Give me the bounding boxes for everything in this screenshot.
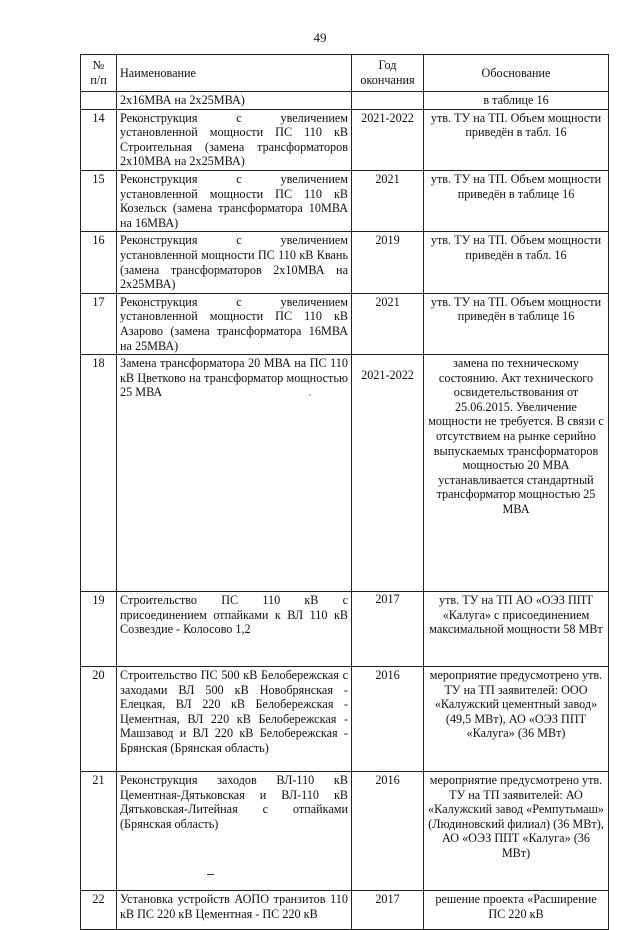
cell-year (352, 92, 424, 110)
cell-year: 2021-2022 (352, 355, 424, 592)
data-table (80, 54, 609, 930)
cell-no: 21 (81, 772, 117, 891)
cell-year: 2021 (352, 293, 424, 354)
cell-no: 19 (81, 592, 117, 667)
cell-basis: утв. ТУ на ТП АО «ОЭЗ ППТ «Калуга» с присоединением максимальной мощности 58 МВт (424, 592, 609, 667)
cell-no: 16 (81, 232, 117, 293)
cell-no: 20 (81, 667, 117, 772)
cell-year: 2016 (352, 772, 424, 891)
table-row (81, 891, 609, 930)
scan-artifact-dash (207, 874, 214, 875)
cell-basis: в таблице 16 (424, 92, 609, 110)
cell-year: 2016 (352, 667, 424, 772)
cell-basis: мероприятие предусмотрено утв. ТУ на ТП заявителей: ООО «Калужский цементный завод» (49,5 МВт), АО «ОЭЗ ППТ «Калуга» (36 МВт) (424, 667, 609, 772)
table-row (81, 667, 609, 772)
cell-no: 22 (81, 891, 117, 930)
cell-name: Реконструкция с увеличением установленной мощности ПС 110 кВ Квань (замена трансформаторов 2x10МВА на 2x25МВА) (117, 232, 352, 293)
table-row (81, 109, 609, 170)
header-year: Год окончания (352, 55, 424, 92)
cell-year: 2021-2022 (352, 109, 424, 170)
cell-name: Реконструкция заходов ВЛ-110 кВ Цементная-Дятьковская и ВЛ-110 кВ Дятьковская-Литейная с отпайками (Брянская область) (117, 772, 352, 891)
cell-name: Установка устройств АОПО транзитов 110 кВ ПС 220 кВ Цементная - ПС 220 кВ (117, 891, 352, 930)
table-header-row (81, 55, 609, 92)
cell-name: Строительство ПС 110 кВ с присоединением отпайками к ВЛ 110 кВ Созвездие - Колосово 1,2 (117, 592, 352, 667)
table-row (81, 232, 609, 293)
cell-year: 2021 (352, 170, 424, 231)
table-row (81, 293, 609, 354)
table-row (81, 355, 609, 592)
cell-year: 2017 (352, 891, 424, 930)
table-row (81, 772, 609, 891)
header-basis: Обоснование (424, 55, 609, 92)
cell-name: Реконструкция с увеличением установленной мощности ПС 110 кВ Козельск (замена трансформатора 10МВА на 16МВА) (117, 170, 352, 231)
cell-name: Реконструкция с увеличением установленной мощности ПС 110 кВ Строительная (замена трансформаторов 2x10МВА на 2x25МВА) (117, 109, 352, 170)
table-row (81, 592, 609, 667)
cell-no: 18 (81, 355, 117, 592)
cell-name: 2x16МВА на 2x25МВА) (117, 92, 352, 110)
cell-name: Строительство ПС 500 кВ Белобережская с заходами ВЛ 500 кВ Новобрянская - Елецкая, ВЛ 220 кВ Белобережская - Цементная, ВЛ 220 кВ Белобережская - Машзавод и ВЛ 220 кВ Белобережская - Брянская (Брянская область) (117, 667, 352, 772)
cell-no: 17 (81, 293, 117, 354)
cell-no (81, 92, 117, 110)
scan-artifact-dot: , (309, 388, 311, 397)
cell-basis: утв. ТУ на ТП. Объем мощности приведён в таблице 16 (424, 293, 609, 354)
cell-basis: решение проекта «Расширение ПС 220 кВ (424, 891, 609, 930)
table-row (81, 170, 609, 231)
cell-name: Замена трансформатора 20 МВА на ПС 110 кВ Цветково на трансформатор мощностью 25 МВА (117, 355, 352, 592)
cell-basis: мероприятие предусмотрено утв. ТУ на ТП заявителей: АО «Калужский завод «Ремпутьмаш» (Людиновский филиал) (36 МВт), АО «ОЭЗ ППТ «Калуга» (36 МВт) (424, 772, 609, 891)
cell-no: 14 (81, 109, 117, 170)
cell-basis: утв. ТУ на ТП. Объем мощности приведён в табл. 16 (424, 109, 609, 170)
cell-basis: утв. ТУ на ТП. Объем мощности приведён в таблице 16 (424, 170, 609, 231)
table-row (81, 92, 609, 110)
header-no: № п/п (81, 55, 117, 92)
cell-basis: замена по техническому состоянию. Акт технического освидетельствования от 25.06.2015. Увеличение мощности не требуется. В связи с отсутствием на рынке серийно выпускаемых трансформаторов мощностью 20 МВА устанавливается стандартный трансформатор мощностью 25 МВА (424, 355, 609, 592)
cell-year: 2017 (352, 592, 424, 667)
cell-no: 15 (81, 170, 117, 231)
page-number: 49 (313, 30, 327, 45)
cell-name: Реконструкция с увеличением установленной мощности ПС 110 кВ Азарово (замена трансформатора 16МВА на 25МВА) (117, 293, 352, 354)
cell-year: 2019 (352, 232, 424, 293)
header-name: Наименование (117, 55, 352, 92)
cell-basis: утв. ТУ на ТП. Объем мощности приведён в табл. 16 (424, 232, 609, 293)
